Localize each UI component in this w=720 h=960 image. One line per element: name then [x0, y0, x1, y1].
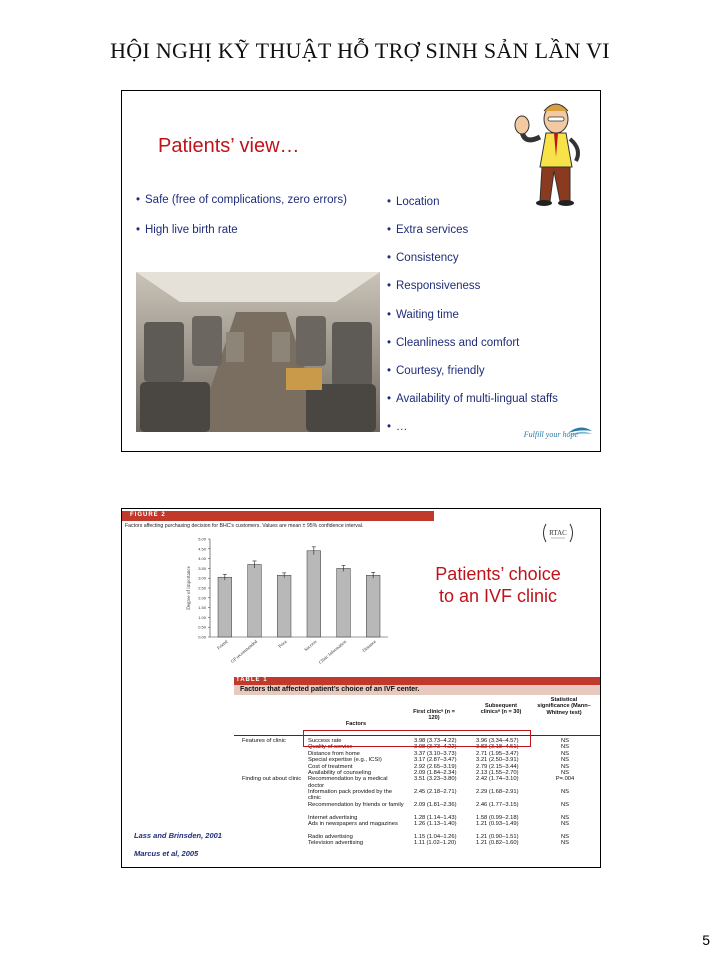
- table-cell-first-clinic: 1.11 (1.02–1.20): [414, 840, 457, 847]
- y-tick-label: 0.50: [198, 624, 206, 630]
- citation: Marcus et al, 2005: [134, 849, 199, 858]
- y-tick-label: 4.00: [198, 556, 206, 562]
- y-tick-label: 1.50: [198, 605, 206, 611]
- table-cell-first-clinic: 3.17 (2.87–3.47): [414, 757, 457, 764]
- table-cell-first-clinic: 3.37 (3.10–3.73): [414, 750, 457, 757]
- thumbs-up-cartoon-icon: [510, 97, 594, 209]
- table-cell-subsequent: 2.71 (1.95–3.47): [476, 750, 519, 757]
- table-group-label: Finding out about clinic: [242, 776, 302, 783]
- table-cell-first-clinic: 2.09 (1.81–2.36): [414, 802, 457, 808]
- right-bullet: • …: [387, 421, 408, 433]
- table-group-label: Features of clinic: [242, 738, 286, 744]
- y-tick-label: 2.50: [198, 585, 206, 591]
- table-cell-subsequent: 2.42 (1.74–3.10): [476, 776, 519, 783]
- y-tick-label: 5.00: [198, 536, 206, 542]
- table-cell-factor: Internet advertising: [308, 814, 358, 821]
- bar: [366, 575, 380, 637]
- bar: [218, 577, 232, 637]
- x-tick-label: Price: [277, 638, 288, 649]
- x-tick-label: GP recommended: [229, 638, 259, 664]
- y-axis-label: Degree of importance: [187, 566, 192, 610]
- right-bullet: • Cleanliness and comfort: [387, 337, 520, 349]
- table-cell-first-clinic: 2.45 (2.18–2.71): [414, 789, 457, 796]
- table-cell-subsequent: 3.96 (3.34–4.57): [476, 738, 519, 744]
- table-cell-first-clinic: 2.09 (1.84–2.34): [414, 770, 457, 776]
- col-header-factors: Factors: [345, 721, 367, 727]
- table-cell-significance: NS: [560, 757, 570, 764]
- bar: [307, 551, 321, 637]
- right-bullet: • Waiting time: [387, 309, 459, 321]
- left-bullet: • High live birth rate: [136, 224, 238, 236]
- left-bullet: • Safe (free of complications, zero errors): [136, 194, 347, 206]
- table-cell-factor: Radio advertising: [308, 834, 353, 840]
- y-tick-label: 3.00: [198, 575, 206, 581]
- right-bullet: • Extra services: [387, 224, 469, 236]
- table-cell-first-clinic: 3.98 (3.73–4.22): [414, 738, 457, 744]
- table-cell-subsequent: 2.79 (2.15–3.44): [476, 763, 519, 770]
- col-header-first: First clinicᵃ (n = 120): [413, 709, 455, 722]
- table-cell-subsequent: 1.58 (0.99–2.18): [476, 814, 519, 821]
- table-cell-first-clinic: 3.98 (3.73–4.22): [414, 744, 457, 751]
- citation: Lass and Brinsden, 2001: [134, 831, 222, 840]
- right-bullet: • Responsiveness: [387, 280, 481, 292]
- table-cell-subsequent: 1.21 (0.82–1.60): [476, 840, 519, 847]
- bar: [277, 575, 291, 637]
- x-tick-label: Success: [303, 638, 318, 653]
- table-cell-factor: Special expertise (e.g., ICSI): [308, 757, 382, 764]
- table-cell-factor: Quality of service: [308, 744, 353, 751]
- table-cell-subsequent: 3.21 (2.50–3.91): [476, 757, 519, 764]
- table-cell-first-clinic: 1.15 (1.04–1.26): [414, 834, 457, 840]
- bar: [248, 564, 262, 637]
- slide-patients-view: [121, 90, 601, 452]
- highlight-box: [303, 730, 531, 747]
- figure-caption: Factors affecting purchasing decision for BHC's customers. Values are mean ± 95% confidence interval.: [125, 523, 364, 529]
- slide2-title: Patients’ choice to an IVF clinic: [435, 564, 561, 606]
- aircraft-cabin-photo: [136, 272, 380, 432]
- table-cell-significance: NS: [560, 763, 570, 770]
- y-tick-label: 1.00: [198, 614, 206, 620]
- table-cell-first-clinic: 1.28 (1.14–1.43): [414, 814, 457, 821]
- y-tick-label: 0.00: [198, 634, 206, 640]
- rtac-logo-icon: [540, 521, 576, 545]
- right-bullet: • Location: [387, 196, 440, 208]
- table-cell-significance: NS: [560, 738, 570, 744]
- right-bullet: • Consistency: [387, 252, 459, 264]
- bar: [337, 568, 351, 637]
- table-cell-subsequent: 2.13 (1.55–2.70): [476, 770, 519, 776]
- table-cell-factor: Availability of counseling: [308, 770, 372, 776]
- table-cell-factor: Television advertising: [308, 840, 364, 847]
- table-cell-factor: Recommendation by a medical doctor: [308, 776, 388, 789]
- col-header-subsequent: Subsequent clinicsᵃ (n = 30): [480, 703, 522, 716]
- table-cell-first-clinic: 1.26 (1.13–1.40): [414, 821, 457, 828]
- x-tick-label: Friend: [216, 638, 229, 651]
- table-cell-subsequent: 2.46 (1.77–3.15): [476, 802, 519, 808]
- table-cell-significance: NS: [560, 834, 570, 840]
- table-cell-subsequent: 3.83 (3.18–4.51): [476, 744, 519, 751]
- table-cell-subsequent: 2.29 (1.68–2.91): [476, 789, 519, 796]
- slide1-title: Patients’ view…: [158, 135, 300, 157]
- table-label: TABLE 1: [236, 677, 268, 683]
- right-bullet: • Courtesy, friendly: [387, 365, 485, 377]
- table-cell-subsequent: 1.21 (0.93–1.49): [476, 821, 519, 828]
- conference-header: HỘI NGHỊ KỸ THUẬT HỖ TRỢ SINH SẢN LẦN VI: [110, 38, 610, 63]
- table-cell-significance: NS: [560, 770, 570, 776]
- table-cell-significance: NS: [560, 789, 570, 796]
- figure-label: FIGURE 2: [130, 512, 166, 518]
- table-cell-significance: P=.004: [555, 776, 575, 783]
- x-tick-label: Distance: [361, 638, 377, 654]
- table-cell-significance: NS: [560, 840, 570, 847]
- table-cell-factor: Distance from home: [308, 750, 360, 757]
- table-cell-significance: NS: [560, 802, 570, 808]
- table-cell-significance: NS: [560, 814, 570, 821]
- table-cell-first-clinic: 3.51 (3.23–3.80): [414, 776, 457, 783]
- right-bullet: • Availability of multi-lingual staffs: [387, 393, 558, 405]
- page-number: 5: [702, 932, 710, 948]
- y-tick-label: 4.50: [198, 546, 206, 552]
- importance-bar-chart: [182, 533, 392, 673]
- clinic-logo-text: Fulfill your hope: [523, 430, 578, 439]
- table-cell-factor: Information pack provided by the clinic: [308, 789, 393, 802]
- table-cell-subsequent: 1.21 (0.90–1.51): [476, 834, 519, 840]
- y-tick-label: 2.00: [198, 595, 206, 601]
- table-cell-first-clinic: 2.92 (2.65–3.19): [414, 763, 457, 770]
- table-cell-factor: Cost of treatment: [308, 763, 353, 770]
- table-cell-factor: Recommendation by friends or family: [308, 802, 404, 808]
- slide-patients-choice: [121, 508, 601, 868]
- rtac-logo-text: RTAC: [549, 529, 567, 537]
- table-cell-significance: NS: [560, 744, 570, 751]
- table-cell-significance: NS: [560, 821, 570, 828]
- table-cell-factor: Ads in newspapers and magazines: [308, 821, 398, 828]
- table-cell-factor: Success rate: [308, 738, 342, 744]
- y-tick-label: 3.50: [198, 565, 206, 571]
- table-title: Factors that affected patient’s choice of an IVF center.: [240, 686, 420, 693]
- col-header-significance: Statistical significance (Mann–Whitney test): [537, 697, 591, 716]
- table-cell-significance: NS: [560, 750, 570, 757]
- x-tick-label: Clinic Information: [317, 638, 348, 665]
- figure-banner: [122, 511, 434, 521]
- table-banner: [234, 677, 600, 685]
